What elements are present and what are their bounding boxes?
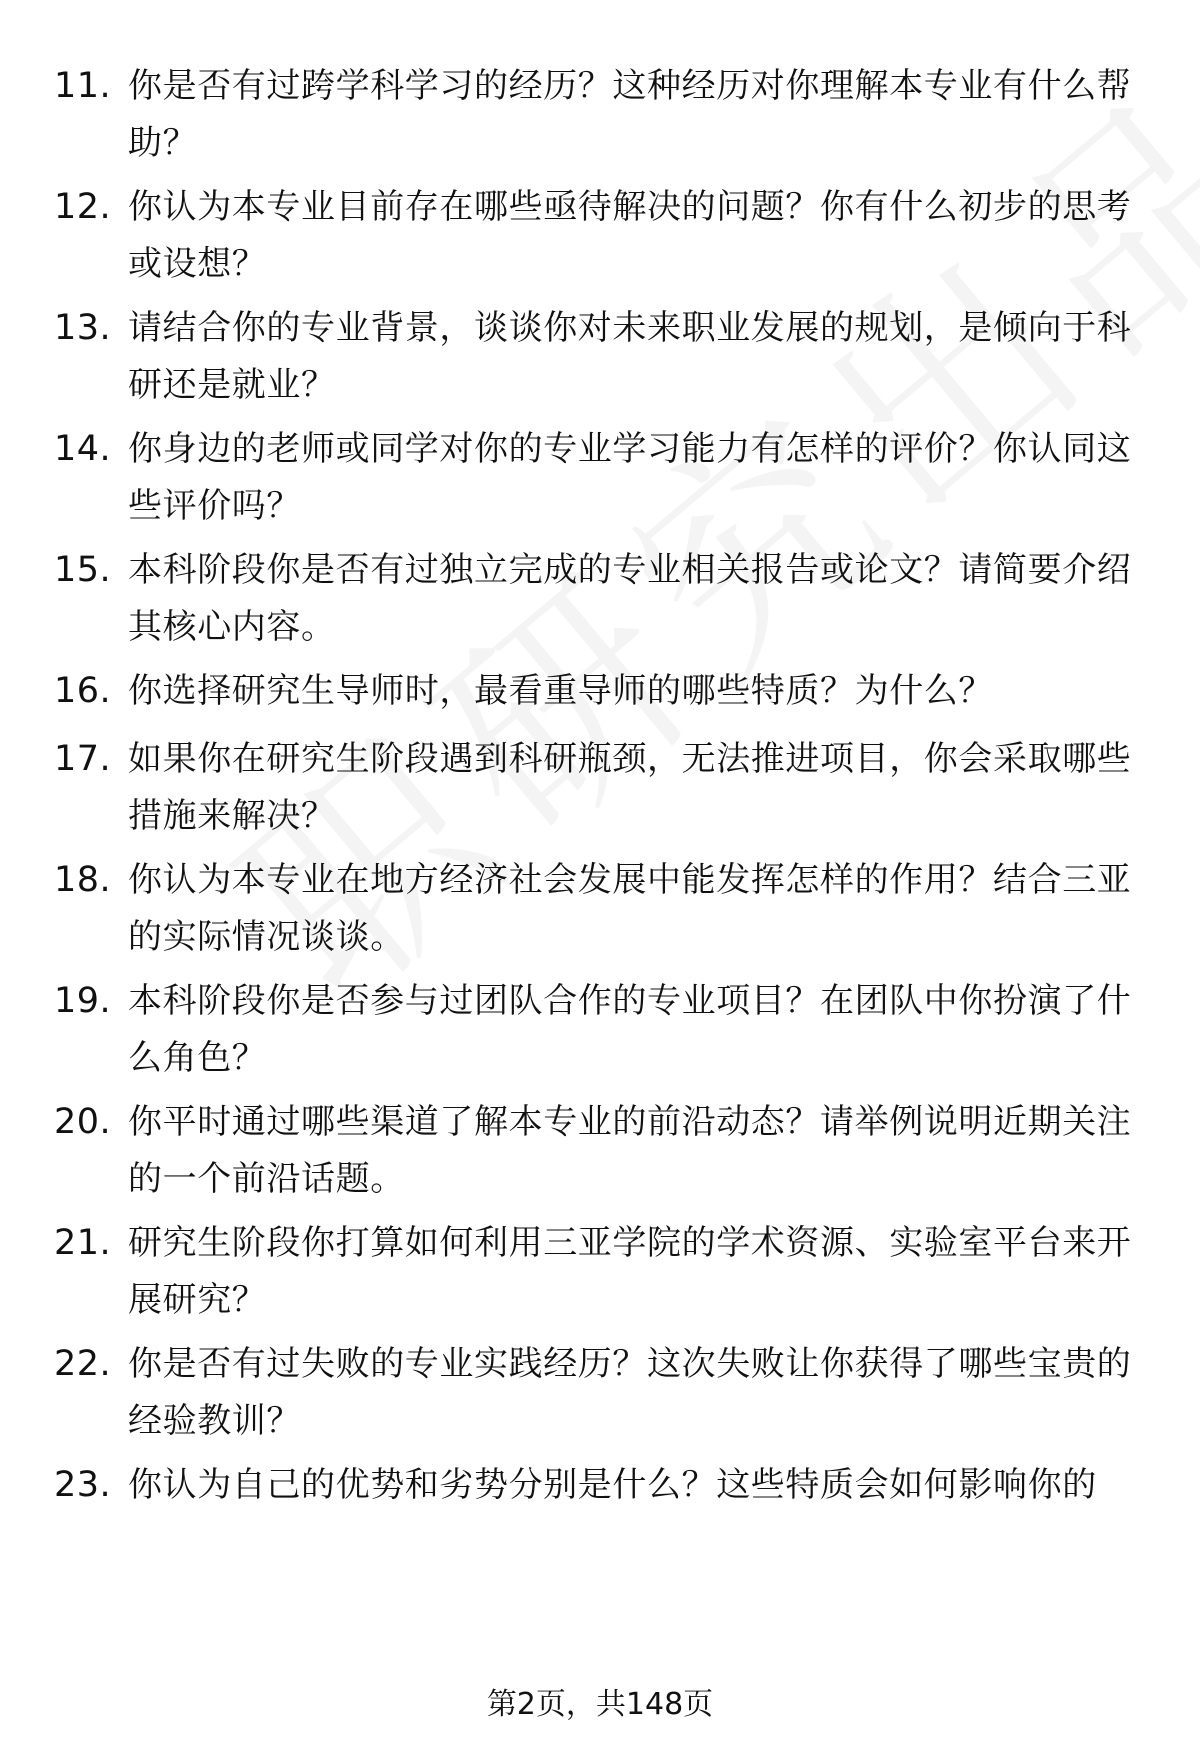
question-text: 请结合你的专业背景，谈谈你对未来职业发展的规划，是倾向于科研还是就业？ xyxy=(128,308,1132,405)
question-number: 17. xyxy=(54,739,112,779)
question-item xyxy=(0,1215,1200,1325)
question-number: 21. xyxy=(54,1223,112,1263)
question-item xyxy=(0,421,1200,531)
question-number: 16. xyxy=(54,671,112,711)
question-item xyxy=(0,179,1200,289)
question-number: 23. xyxy=(54,1465,112,1505)
question-text: 研究生阶段你打算如何利用三亚学院的学术资源、实验室平台来开展研究？ xyxy=(128,1223,1132,1320)
question-text: 你认为自己的优势和劣势分别是什么？这些特质会如何影响你的 xyxy=(128,1465,1097,1505)
question-item xyxy=(0,1336,1200,1446)
question-item xyxy=(0,973,1200,1083)
question-text: 你平时通过哪些渠道了解本专业的前沿动态？请举例说明近期关注的一个前沿话题。 xyxy=(128,1102,1132,1199)
question-text: 你选择研究生导师时，最看重导师的哪些特质？为什么？ xyxy=(128,671,993,711)
question-text: 你身边的老师或同学对你的专业学习能力有怎样的评价？你认同这些评价吗？ xyxy=(128,429,1132,526)
question-number: 12. xyxy=(54,187,112,227)
question-item xyxy=(0,852,1200,962)
question-number: 13. xyxy=(54,308,112,348)
question-text: 你是否有过失败的专业实践经历？这次失败让你获得了哪些宝贵的经验教训？ xyxy=(128,1344,1132,1441)
question-text: 你认为本专业目前存在哪些亟待解决的问题？你有什么初步的思考或设想？ xyxy=(128,187,1132,284)
question-item xyxy=(0,1094,1200,1204)
question-text: 如果你在研究生阶段遇到科研瓶颈，无法推进项目，你会采取哪些措施来解决？ xyxy=(128,739,1132,836)
question-number: 18. xyxy=(54,860,112,900)
question-item xyxy=(0,731,1200,841)
question-item xyxy=(0,1457,1200,1567)
question-item xyxy=(0,300,1200,410)
page-footer: 第2页，共148页 xyxy=(486,1687,714,1722)
question-item xyxy=(0,542,1200,652)
question-number: 11. xyxy=(54,66,112,106)
question-number: 15. xyxy=(54,550,112,590)
question-text: 你是否有过跨学科学习的经历？这种经历对你理解本专业有什么帮助？ xyxy=(128,66,1132,163)
question-text: 本科阶段你是否有过独立完成的专业相关报告或论文？请简要介绍其核心内容。 xyxy=(128,550,1132,647)
question-number: 22. xyxy=(54,1344,112,1384)
question-number: 19. xyxy=(54,981,112,1021)
question-number: 14. xyxy=(54,429,112,469)
question-text: 你认为本专业在地方经济社会发展中能发挥怎样的作用？结合三亚的实际情况谈谈。 xyxy=(128,860,1132,957)
question-text: 本科阶段你是否参与过团队合作的专业项目？在团队中你扮演了什么角色？ xyxy=(128,981,1132,1078)
question-number: 20. xyxy=(54,1102,112,1142)
question-item xyxy=(0,58,1200,168)
